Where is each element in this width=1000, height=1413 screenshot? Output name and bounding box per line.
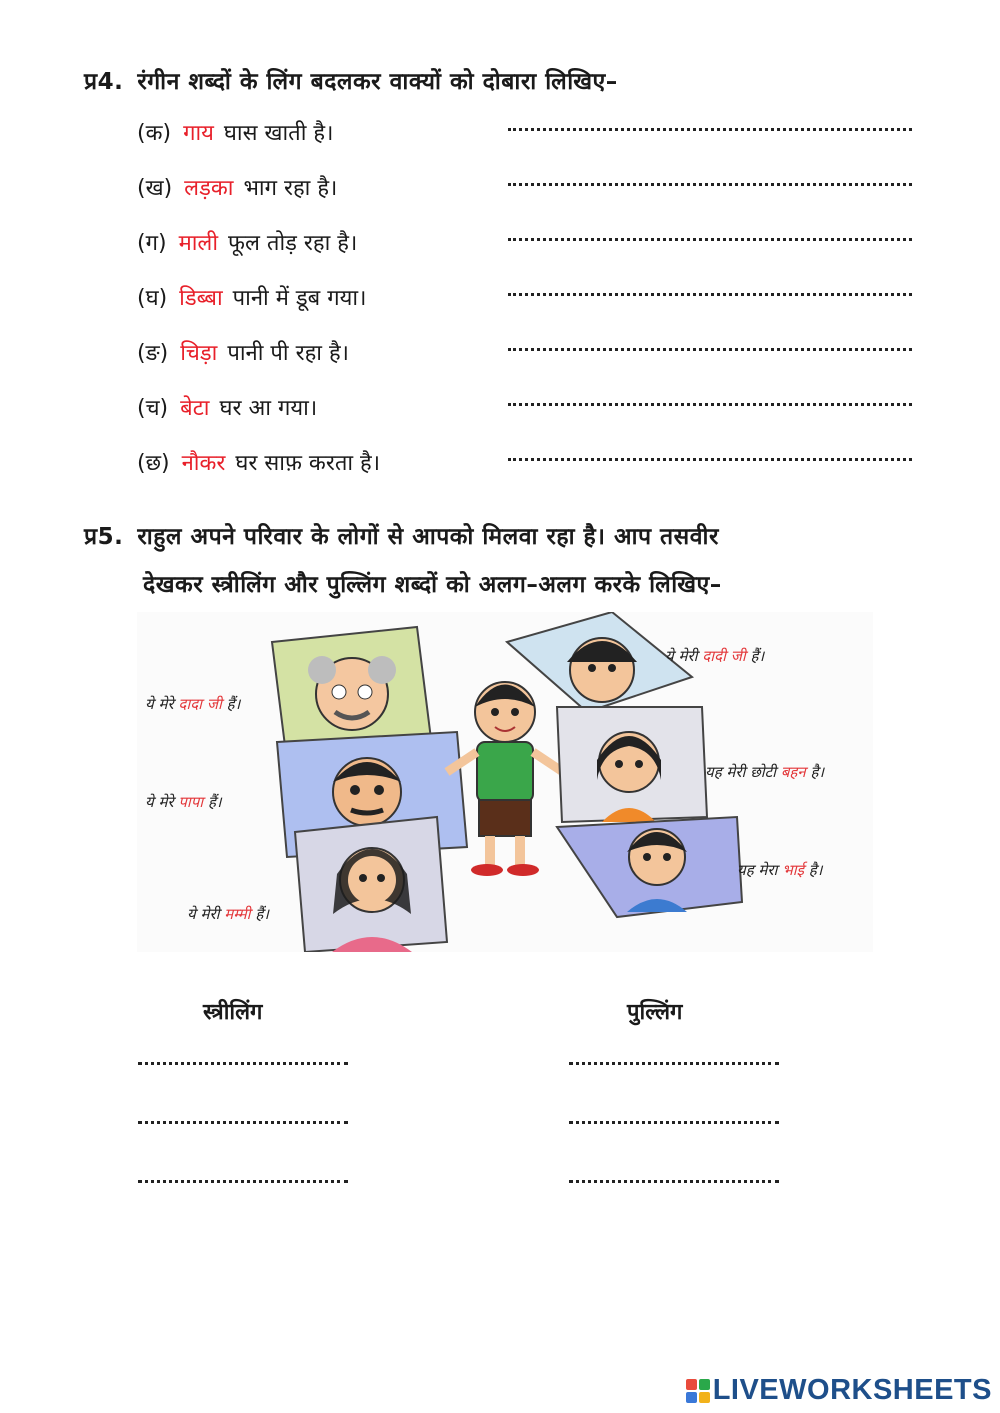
answer-line[interactable]	[508, 238, 912, 241]
q4-number: प्र4.	[84, 69, 124, 95]
q4-row	[137, 337, 349, 367]
caption-behan: यह मेरी छोटी बहन है।	[705, 763, 825, 781]
mummy-photo	[295, 817, 447, 952]
q4-row	[137, 117, 333, 147]
feminine-heading: स्त्रीलिंग	[203, 1000, 263, 1025]
row-text: भाग रहा है।	[243, 176, 338, 201]
answer-line[interactable]	[508, 348, 912, 351]
feminine-answer-line[interactable]	[138, 1121, 348, 1124]
q4-row	[137, 447, 380, 477]
q4-heading	[84, 64, 618, 96]
row-label: (च)	[137, 396, 169, 421]
caption-bhai: यह मेरा भाई है।	[737, 861, 823, 879]
row-label: (ग)	[137, 231, 167, 256]
liveworksheets-logo	[686, 1374, 992, 1407]
q4-row	[137, 227, 357, 257]
bhai-photo	[557, 817, 742, 917]
q4-row	[137, 172, 337, 202]
q4-row	[137, 392, 317, 422]
answer-line[interactable]	[508, 458, 912, 461]
row-text: घास खाती है।	[223, 121, 334, 146]
row-label: (ङ)	[137, 341, 169, 366]
highlight-word: बेटा	[180, 396, 210, 421]
q5-title-line1: राहुल अपने परिवार के लोगों से आपको मिलवा रहा है। आप तसवीर	[137, 524, 719, 550]
masculine-answer-line[interactable]	[569, 1121, 779, 1124]
row-label: (ख)	[137, 176, 173, 201]
answer-line[interactable]	[508, 183, 912, 186]
highlight-word: गाय	[183, 121, 214, 146]
row-label: (घ)	[137, 286, 168, 311]
highlight-word: नौकर	[181, 451, 226, 476]
q5-number: प्र5.	[84, 524, 124, 550]
caption-dada: ये मेरे दादा जी हैं।	[145, 695, 241, 713]
highlight-word: लड़का	[184, 176, 234, 201]
answer-line[interactable]	[508, 128, 912, 131]
answer-line[interactable]	[508, 293, 912, 296]
row-text: पानी में डूब गया।	[232, 286, 367, 311]
row-text: फूल तोड़ रहा है।	[228, 231, 358, 256]
liveworksheets-icon	[686, 1379, 710, 1403]
q4-row	[137, 282, 366, 312]
highlight-word: डिब्बा	[179, 286, 223, 311]
masculine-answer-line[interactable]	[569, 1180, 779, 1183]
row-label: (छ)	[137, 451, 170, 476]
masculine-answer-line[interactable]	[569, 1062, 779, 1065]
q4-title: रंगीन शब्दों के लिंग बदलकर वाक्यों को दोबारा लिखिए–	[137, 69, 618, 95]
caption-mummy: ये मेरी मम्मी हैं।	[187, 905, 269, 923]
row-text: घर साफ़ करता है।	[235, 451, 381, 476]
family-illustration	[137, 612, 873, 952]
caption-dadi: ये मेरी दादी जी हैं।	[665, 647, 765, 665]
behan-photo	[557, 707, 707, 822]
highlight-word: माली	[178, 231, 219, 256]
q5-heading	[84, 519, 719, 551]
row-text: घर आ गया।	[219, 396, 318, 421]
q5-title-line2: देखकर स्त्रीलिंग और पुल्लिंग शब्दों को अलग–अलग करके लिखिए–	[143, 572, 722, 598]
answer-line[interactable]	[508, 403, 912, 406]
caption-papa: ये मेरे पापा हैं।	[145, 793, 222, 811]
highlight-word: चिड़ा	[180, 341, 218, 366]
feminine-answer-line[interactable]	[138, 1180, 348, 1183]
feminine-answer-line[interactable]	[138, 1062, 348, 1065]
row-label: (क)	[137, 121, 172, 146]
brand-name: LIVEWORKSHEETS	[712, 1374, 992, 1406]
masculine-heading: पुल्लिंग	[627, 1000, 683, 1025]
row-text: पानी पी रहा है।	[227, 341, 350, 366]
